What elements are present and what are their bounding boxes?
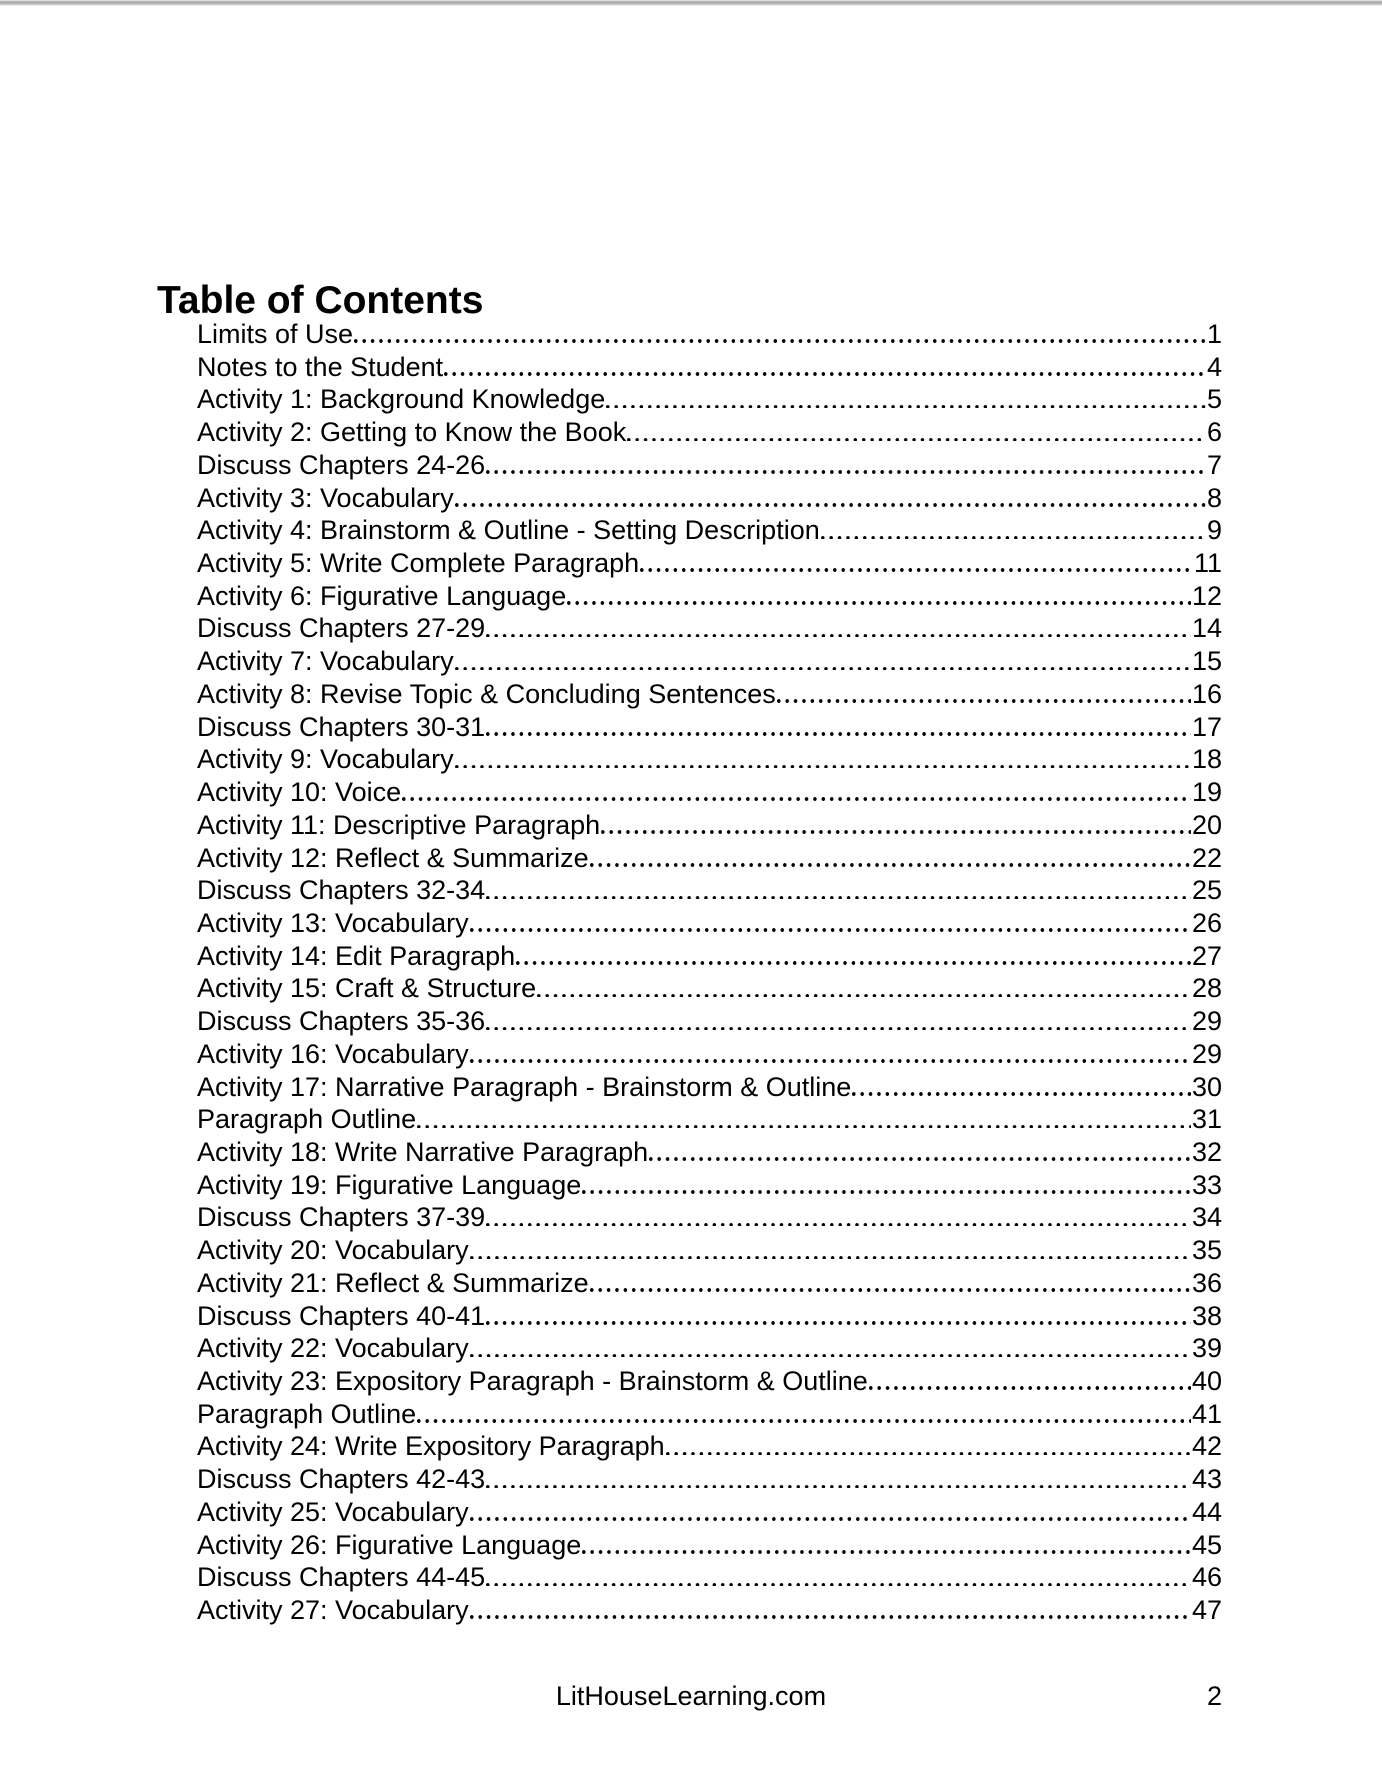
toc-dot-leader bbox=[470, 1256, 1191, 1260]
toc-entry-label: Activity 20: Vocabulary bbox=[197, 1235, 469, 1266]
footer-site-text: LitHouseLearning.com bbox=[555, 1681, 827, 1711]
toc-entry-label: Activity 13: Vocabulary bbox=[197, 907, 469, 938]
toc-entry-label: Activity 19: Figurative Language bbox=[197, 1169, 582, 1200]
toc-dot-leader bbox=[649, 1157, 1191, 1161]
toc-page-number: 17 bbox=[1191, 711, 1222, 742]
toc-page-number: 35 bbox=[1191, 1235, 1222, 1266]
toc-page-number: 33 bbox=[1191, 1169, 1222, 1200]
toc-page-number: 26 bbox=[1191, 907, 1222, 938]
toc-page-number: 9 bbox=[1206, 515, 1222, 546]
toc-entry-label: Discuss Chapters 27-29 bbox=[197, 613, 486, 644]
toc-page-number: 14 bbox=[1191, 613, 1222, 644]
toc-entry-label: Activity 2: Getting to Know the Book bbox=[197, 417, 627, 448]
toc-row bbox=[197, 711, 1222, 744]
toc-row bbox=[197, 645, 1222, 678]
toc-dot-leader bbox=[869, 1386, 1191, 1390]
toc-row bbox=[197, 1529, 1222, 1562]
toc-dot-leader bbox=[590, 1288, 1191, 1292]
toc-page-number: 20 bbox=[1191, 809, 1222, 840]
toc-dot-leader bbox=[486, 634, 1191, 638]
toc-entry-label: Discuss Chapters 24-26 bbox=[197, 449, 486, 480]
toc-row bbox=[197, 1430, 1222, 1463]
toc-dot-leader bbox=[666, 1452, 1191, 1456]
toc-entry-label: Activity 8: Revise Topic & Concluding Sentences bbox=[197, 678, 776, 709]
toc-dot-leader bbox=[486, 896, 1191, 900]
toc-row bbox=[197, 678, 1222, 711]
footer bbox=[160, 1680, 1222, 1712]
toc-entry-label: Activity 17: Narrative Paragraph - Brainstorm & Outline bbox=[197, 1071, 852, 1102]
toc-row bbox=[197, 842, 1222, 875]
toc-row bbox=[197, 1234, 1222, 1267]
toc-entry-label: Paragraph Outline bbox=[197, 1398, 417, 1429]
toc-dot-leader bbox=[486, 1027, 1191, 1031]
toc-entry-label: Activity 16: Vocabulary bbox=[197, 1038, 469, 1069]
toc-row bbox=[197, 416, 1222, 449]
toc-page-number: 43 bbox=[1191, 1464, 1222, 1495]
toc-entry-label: Activity 21: Reflect & Summarize bbox=[197, 1267, 589, 1298]
toc-page-number: 8 bbox=[1206, 482, 1222, 513]
toc-row bbox=[197, 972, 1222, 1005]
toc-page-number: 32 bbox=[1191, 1136, 1222, 1167]
toc-entry-label: Discuss Chapters 44-45 bbox=[197, 1562, 486, 1593]
toc-dot-leader bbox=[821, 536, 1206, 540]
toc-entry-label: Activity 11: Descriptive Paragraph bbox=[197, 809, 601, 840]
toc-entry-label: Activity 4: Brainstorm & Outline - Setting Description bbox=[197, 515, 820, 546]
toc-row bbox=[197, 1005, 1222, 1038]
toc-row bbox=[197, 1463, 1222, 1496]
toc-dot-leader bbox=[486, 1321, 1191, 1325]
toc-dot-leader bbox=[777, 699, 1191, 703]
toc-entry-label: Activity 9: Vocabulary bbox=[197, 744, 454, 775]
toc-dot-leader bbox=[590, 863, 1191, 867]
toc-page-number: 12 bbox=[1191, 580, 1222, 611]
toc-dot-leader bbox=[486, 1583, 1191, 1587]
toc-entry-label: Discuss Chapters 30-31 bbox=[197, 711, 486, 742]
toc-page-number: 27 bbox=[1191, 940, 1222, 971]
toc-dot-leader bbox=[417, 1125, 1191, 1129]
toc-page-number: 29 bbox=[1191, 1038, 1222, 1069]
toc-row bbox=[197, 351, 1222, 384]
toc-row bbox=[197, 547, 1222, 580]
page-top-edge bbox=[0, 0, 1382, 6]
toc-dot-leader bbox=[516, 961, 1191, 965]
toc-dot-leader bbox=[455, 765, 1191, 769]
toc-entry-label: Activity 24: Write Expository Paragraph bbox=[197, 1431, 665, 1462]
toc-page-number: 34 bbox=[1191, 1202, 1222, 1233]
toc-entry-label: Discuss Chapters 35-36 bbox=[197, 1006, 486, 1037]
toc-dot-leader bbox=[417, 1419, 1191, 1423]
toc-entry-label: Activity 14: Edit Paragraph bbox=[197, 940, 516, 971]
toc-page-number: 19 bbox=[1191, 777, 1222, 808]
toc-entry-label: Activity 26: Figurative Language bbox=[197, 1529, 582, 1560]
toc-entry-label: Discuss Chapters 42-43 bbox=[197, 1464, 486, 1495]
toc-row bbox=[197, 482, 1222, 515]
toc-dot-leader bbox=[470, 1517, 1191, 1521]
toc-page-number: 44 bbox=[1191, 1496, 1222, 1527]
toc-dot-leader bbox=[402, 797, 1191, 801]
toc-entry-label: Activity 10: Voice bbox=[197, 777, 402, 808]
toc-dot-leader bbox=[470, 1615, 1191, 1619]
toc-row bbox=[197, 1365, 1222, 1398]
toc-page-number: 39 bbox=[1191, 1333, 1222, 1364]
toc-entry-label: Limits of Use bbox=[197, 319, 354, 349]
toc-row bbox=[197, 1300, 1222, 1333]
toc-dot-leader bbox=[486, 1223, 1191, 1227]
toc-entry-label: Activity 1: Background Knowledge bbox=[197, 384, 606, 415]
toc-dot-leader bbox=[444, 372, 1206, 376]
toc-entry-label: Activity 15: Craft & Structure bbox=[197, 973, 537, 1004]
toc-dot-leader bbox=[627, 438, 1206, 442]
toc-entry-label: Activity 3: Vocabulary bbox=[197, 482, 454, 513]
toc-row bbox=[197, 809, 1222, 842]
toc-page-number: 28 bbox=[1191, 973, 1222, 1004]
toc-page-number: 7 bbox=[1206, 449, 1222, 480]
toc-dot-leader bbox=[470, 928, 1191, 932]
toc-row bbox=[197, 1103, 1222, 1136]
toc-dot-leader bbox=[852, 1092, 1191, 1096]
toc-row bbox=[197, 514, 1222, 547]
toc-page-number: 4 bbox=[1206, 351, 1222, 382]
toc-entry-label: Activity 12: Reflect & Summarize bbox=[197, 842, 589, 873]
toc-row bbox=[197, 1332, 1222, 1365]
toc-row bbox=[197, 776, 1222, 809]
toc-entry-label: Activity 23: Expository Paragraph - Brainstorm & Outline bbox=[197, 1366, 868, 1396]
toc-page-number: 40 bbox=[1191, 1366, 1222, 1396]
toc-page-number: 18 bbox=[1191, 744, 1222, 775]
toc-entry-label: Paragraph Outline bbox=[197, 1104, 417, 1135]
toc-entry-label: Discuss Chapters 40-41 bbox=[197, 1300, 486, 1331]
toc-page-number: 30 bbox=[1191, 1071, 1222, 1102]
toc-row bbox=[197, 1398, 1222, 1431]
toc-page-number: 31 bbox=[1191, 1104, 1222, 1135]
toc-row bbox=[197, 612, 1222, 645]
toc-row bbox=[197, 1201, 1222, 1234]
toc-entry-label: Activity 18: Write Narrative Paragraph bbox=[197, 1136, 649, 1167]
toc-page-number: 38 bbox=[1191, 1300, 1222, 1331]
toc-dot-leader bbox=[470, 1059, 1191, 1063]
toc-page-number: 16 bbox=[1191, 678, 1222, 709]
toc-dot-leader bbox=[455, 667, 1191, 671]
toc-list bbox=[197, 318, 1222, 1627]
toc-entry-label: Activity 27: Vocabulary bbox=[197, 1595, 469, 1626]
toc-row bbox=[197, 1071, 1222, 1104]
toc-row bbox=[197, 1594, 1222, 1627]
toc-row bbox=[197, 383, 1222, 416]
toc-dot-leader bbox=[486, 732, 1191, 736]
toc-page-number: 36 bbox=[1191, 1267, 1222, 1298]
toc-entry-label: Discuss Chapters 32-34 bbox=[197, 875, 486, 906]
toc-row bbox=[197, 1136, 1222, 1169]
toc-page-number: 25 bbox=[1191, 875, 1222, 906]
toc-row bbox=[197, 940, 1222, 973]
toc-dot-leader bbox=[354, 339, 1206, 343]
toc-row bbox=[197, 449, 1222, 482]
toc-dot-leader bbox=[582, 1550, 1191, 1554]
toc-dot-leader bbox=[640, 568, 1193, 572]
toc-page-number: 22 bbox=[1191, 842, 1222, 873]
toc-dot-leader bbox=[486, 470, 1206, 474]
toc-page-number: 5 bbox=[1206, 384, 1222, 415]
toc-dot-leader bbox=[455, 503, 1206, 507]
toc-dot-leader bbox=[470, 1354, 1191, 1358]
toc-page-number: 47 bbox=[1191, 1595, 1222, 1626]
toc-page-number: 42 bbox=[1191, 1431, 1222, 1462]
toc-row bbox=[197, 318, 1222, 351]
page-title: Table of Contents bbox=[157, 279, 484, 323]
toc-dot-leader bbox=[567, 601, 1191, 605]
toc-entry-label: Activity 5: Write Complete Paragraph bbox=[197, 548, 640, 579]
toc-row bbox=[197, 1169, 1222, 1202]
toc-dot-leader bbox=[486, 1485, 1191, 1489]
toc-page-number: 41 bbox=[1191, 1398, 1222, 1429]
footer-page-number: 2 bbox=[1206, 1681, 1222, 1711]
toc-dot-leader bbox=[582, 1190, 1191, 1194]
toc-entry-label: Activity 25: Vocabulary bbox=[197, 1496, 469, 1527]
toc-row bbox=[197, 1496, 1222, 1529]
toc-page-number: 45 bbox=[1191, 1529, 1222, 1560]
toc-row bbox=[197, 743, 1222, 776]
toc-page-number: 6 bbox=[1206, 417, 1222, 448]
toc-dot-leader bbox=[601, 830, 1191, 834]
toc-row bbox=[197, 907, 1222, 940]
toc-page-number: 29 bbox=[1191, 1006, 1222, 1037]
toc-row bbox=[197, 1267, 1222, 1300]
toc-entry-label: Notes to the Student bbox=[197, 351, 444, 382]
toc-row bbox=[197, 580, 1222, 613]
toc-page-number: 11 bbox=[1193, 548, 1222, 579]
toc-entry-label: Activity 22: Vocabulary bbox=[197, 1333, 469, 1364]
toc-row bbox=[197, 874, 1222, 907]
toc-page-number: 1 bbox=[1206, 319, 1222, 349]
toc-row bbox=[197, 1038, 1222, 1071]
toc-entry-label: Discuss Chapters 37-39 bbox=[197, 1202, 486, 1233]
toc-page-number: 15 bbox=[1191, 646, 1222, 677]
toc-dot-leader bbox=[537, 994, 1191, 998]
toc-page-number: 46 bbox=[1191, 1562, 1222, 1593]
toc-row bbox=[197, 1561, 1222, 1594]
toc-dot-leader bbox=[606, 405, 1206, 409]
toc-entry-label: Activity 7: Vocabulary bbox=[197, 646, 454, 677]
toc-entry-label: Activity 6: Figurative Language bbox=[197, 580, 567, 611]
